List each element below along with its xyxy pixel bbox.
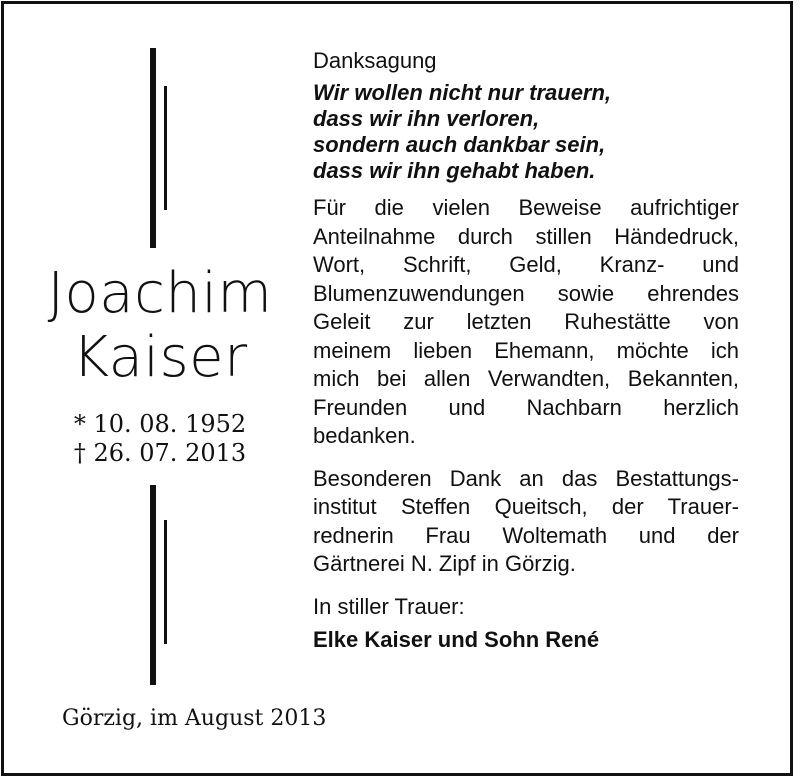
- paragraph-line: mich bei allen Verwandten, Bekannten,: [313, 366, 739, 391]
- special-thanks-paragraph: [313, 465, 739, 579]
- decorative-bar-bottom-long: [150, 485, 156, 685]
- paragraph-line: Freunden und Nachbarn herzlich: [313, 394, 739, 420]
- quote: [313, 80, 739, 184]
- quote-line: dass wir ihn verloren,: [313, 106, 540, 131]
- paragraph-line: Wort, Schrift, Geld, Kranz- und: [313, 252, 739, 277]
- paragraph-line: institut Steffen Queitsch, der Trauer-: [313, 494, 739, 519]
- place-and-date: Görzig, im August 2013: [62, 706, 327, 731]
- paragraph-line: Für die vielen Beweise aufrichtiger: [313, 195, 739, 220]
- paragraph-line: Anteilnahme durch stillen Händedruck,: [313, 223, 739, 249]
- paragraph-line: Besonderen Dank an das Bestattungs-: [313, 465, 739, 491]
- birth-date: * 10. 08. 1952: [73, 410, 247, 438]
- paragraph-line: meinem lieben Ehemann, möchte ich: [313, 337, 739, 363]
- paragraph-line: Geleit zur letzten Ruhestätte von: [313, 309, 739, 334]
- quote-line: sondern auch dankbar sein,: [313, 132, 606, 157]
- decorative-bar-bottom-short: [164, 520, 167, 644]
- decorative-bar-top-long: [150, 48, 156, 248]
- death-date: † 26. 07. 2013: [73, 439, 247, 467]
- notice-heading: Danksagung: [313, 48, 437, 73]
- closing-line: In stiller Trauer:: [313, 593, 465, 619]
- deceased-last-name: Kaiser: [72, 325, 248, 390]
- quote-line: dass wir ihn gehabt haben.: [313, 158, 596, 183]
- thanks-paragraph: [313, 194, 739, 451]
- paragraph-line: rednerin Frau Woltemath und der: [313, 522, 739, 548]
- signature: Elke Kaiser und Sohn René: [313, 626, 600, 652]
- notice-text: [313, 48, 739, 653]
- quote-line: Wir wollen nicht nur trauern,: [313, 80, 612, 105]
- deceased-first-name: Joachim: [47, 261, 273, 326]
- paragraph-line: Blumenzuwendungen sowie ehrendes: [313, 280, 739, 306]
- paragraph-line: Gärtnerei N. Zipf in Görzig.: [313, 551, 576, 576]
- life-dates: [40, 410, 280, 468]
- paragraph-line: bedanken.: [313, 423, 416, 448]
- decorative-bar-top-short: [164, 86, 167, 210]
